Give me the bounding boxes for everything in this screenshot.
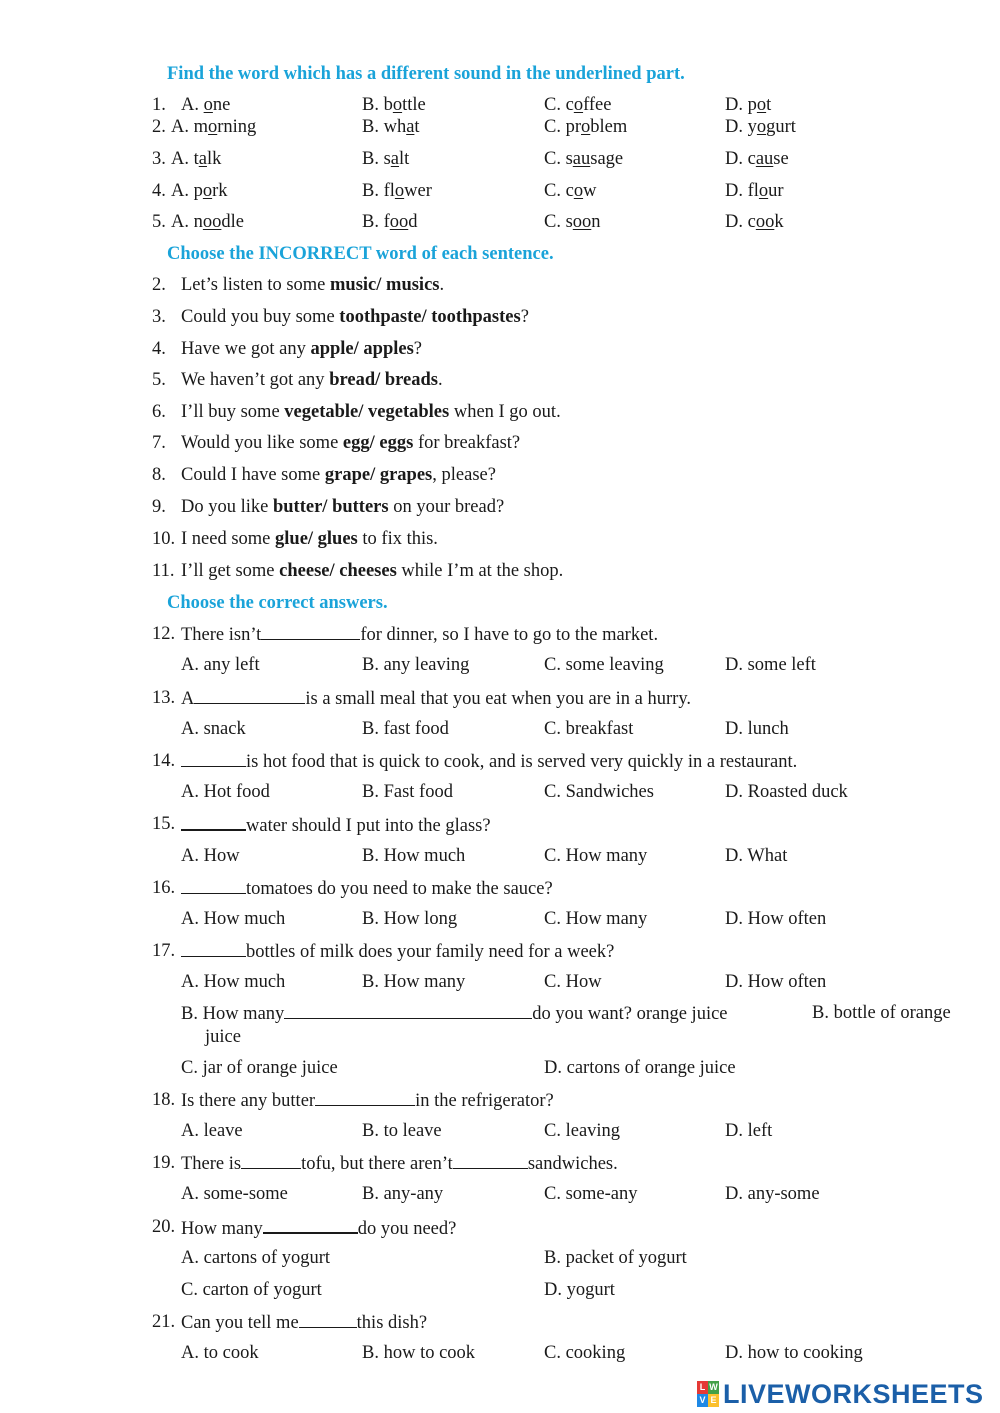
question-number: 19. [152, 1153, 176, 1173]
question-text: do you need? [357, 1219, 457, 1239]
answer-blank[interactable] [181, 877, 246, 894]
option-c[interactable]: C. jar of orange juice [181, 1058, 338, 1078]
question-number: 18. [152, 1090, 176, 1110]
option-b[interactable]: B. flower [362, 181, 432, 201]
option-d[interactable]: D. flour [725, 181, 784, 201]
option-d[interactable]: D. How often [725, 972, 827, 992]
option-b[interactable]: B. fast food [362, 719, 449, 739]
question-number: 4. [152, 181, 166, 201]
option-a[interactable]: A. to cook [181, 1343, 259, 1363]
question-number: 2. [152, 117, 166, 137]
option-c[interactable]: C. coffee [544, 95, 612, 115]
option-a[interactable]: A. snack [181, 719, 246, 739]
question-number: 5. [152, 212, 166, 232]
option-d[interactable]: D. pot [725, 95, 772, 115]
option-c[interactable]: C. How [544, 972, 602, 992]
answer-blank[interactable] [181, 813, 246, 831]
option-d[interactable]: D. how to cooking [725, 1343, 863, 1363]
question-number: 17. [152, 941, 176, 961]
option-b[interactable]: B. Fast food [362, 782, 453, 802]
answer-blank[interactable] [194, 687, 305, 704]
question-number: 2. [152, 275, 166, 295]
question-number: 6. [152, 402, 166, 422]
word-choice[interactable]: cheese/ cheeses [279, 561, 397, 581]
question-number: 5. [152, 370, 166, 390]
question-21 [152, 1311, 428, 1333]
option-d[interactable]: D. yogurt [725, 117, 796, 137]
option-b-continued: juice [205, 1027, 241, 1047]
question-text: do you want? orange juice [532, 1004, 728, 1024]
option-c[interactable]: C. How many [544, 846, 648, 866]
word-choice[interactable]: music/ musics [330, 275, 440, 295]
word-choice[interactable]: glue/ glues [275, 529, 358, 549]
question-number: 14. [152, 751, 176, 771]
answer-blank[interactable] [263, 1216, 358, 1234]
answer-blank[interactable] [181, 940, 246, 957]
option-d[interactable]: D. cook [725, 212, 784, 232]
question-15 [152, 813, 491, 836]
question-text: A [181, 689, 195, 709]
section-heading-incorrect: Choose the INCORRECT word of each sentence. [167, 244, 554, 264]
option-c[interactable]: C. soon [544, 212, 601, 232]
question-number: 15. [152, 814, 176, 834]
question-number: 16. [152, 878, 176, 898]
question-text: is hot food that is quick to cook, and is served very quickly in a restaurant. [246, 752, 798, 772]
option-d[interactable]: D. any-some [725, 1184, 820, 1204]
option-d[interactable]: D. left [725, 1121, 773, 1141]
word-choice[interactable]: grape/ grapes [324, 465, 433, 485]
question-number: 11. [152, 561, 175, 581]
option-b[interactable]: B. bottle [362, 95, 426, 115]
option-a[interactable]: A. cartons of yogurt [181, 1248, 330, 1268]
answer-blank[interactable] [315, 1089, 415, 1106]
question-number: 8. [152, 465, 166, 485]
option-a[interactable]: A. one [181, 95, 231, 115]
question-text: B. How many [181, 1004, 285, 1024]
option-d[interactable]: D. cartons of orange juice [544, 1058, 736, 1078]
question-20 [152, 1216, 457, 1239]
word-choice[interactable]: toothpaste/ toothpastes [339, 307, 521, 327]
question-number: 21. [152, 1312, 176, 1332]
option-b[interactable]: B. How much [362, 846, 466, 866]
option-a[interactable]: A. Hot food [181, 782, 270, 802]
answer-blank[interactable] [241, 1152, 301, 1169]
question-text: tofu, but there aren’t [301, 1154, 453, 1174]
option-a[interactable]: A. noodle [171, 212, 244, 232]
incorrect-question: 3. Could you buy some toothpaste/ toothpastes? [152, 307, 529, 327]
question-text: tomatoes do you need to make the sauce? [246, 879, 553, 899]
question-number: 3. [152, 149, 166, 169]
option-d[interactable]: D. cause [725, 149, 789, 169]
word-choice[interactable]: butter/ butters [272, 497, 389, 517]
question-13 [152, 687, 692, 709]
question-text: How many [181, 1219, 263, 1239]
question-text: Is there any butter [181, 1091, 316, 1111]
incorrect-question: 11. I’ll get some cheese/ cheeses while I’m at the shop. [152, 561, 564, 581]
option-c[interactable]: C. leaving [544, 1121, 621, 1141]
word-choice[interactable]: bread/ breads [329, 370, 438, 390]
question-16 [152, 877, 553, 899]
question-number: 3. [152, 307, 166, 327]
question-number: 7. [152, 433, 166, 453]
option-c[interactable]: C. some-any [544, 1184, 638, 1204]
option-c[interactable]: C. How many [544, 909, 648, 929]
option-a[interactable]: A. some-some [181, 1184, 288, 1204]
liveworksheets-logo-icon: L W V E [697, 1381, 719, 1407]
answer-blank[interactable] [453, 1152, 528, 1169]
option-c[interactable]: C. some leaving [544, 655, 664, 675]
incorrect-question: 10. I need some glue/ glues to fix this. [152, 529, 438, 549]
question-18 [152, 1089, 554, 1111]
option-a[interactable]: A. leave [181, 1121, 243, 1141]
question-text: in the refrigerator? [415, 1091, 554, 1111]
option-a[interactable]: A. pork [171, 181, 228, 201]
option-b[interactable]: B. what [362, 117, 420, 137]
incorrect-question: 6. I’ll buy some vegetable/ vegetables when I go out. [152, 402, 561, 422]
word-choice[interactable]: apple/ apples [310, 339, 414, 359]
question-number: 1. [152, 95, 166, 115]
question-19 [152, 1152, 618, 1174]
option-d[interactable]: D. lunch [725, 719, 789, 739]
question-text: There is [181, 1154, 242, 1174]
question-text: Can you tell me [181, 1313, 299, 1333]
option-c[interactable]: C. breakfast [544, 719, 634, 739]
option-a[interactable]: A. How much [181, 972, 286, 992]
option-d[interactable]: D. some left [725, 655, 816, 675]
incorrect-question: 4. Have we got any apple/ apples? [152, 339, 423, 359]
option-b[interactable]: B. packet of yogurt [544, 1248, 687, 1268]
option-d[interactable]: D. How often [725, 909, 827, 929]
option-c[interactable]: C. sausage [544, 149, 624, 169]
option-b[interactable]: B. bottle of orange [812, 1003, 951, 1023]
question-text: bottles of milk does your family need for a week? [246, 942, 615, 962]
section-heading-correct: Choose the correct answers. [167, 593, 388, 613]
question-number: 12. [152, 624, 176, 644]
incorrect-question: 8. Could I have some grape/ grapes, please? [152, 465, 496, 485]
option-b[interactable]: B. How many [362, 972, 466, 992]
section-heading-pronunciation: Find the word which has a different sound in the underlined part. [167, 64, 685, 84]
option-d[interactable]: D. What [725, 846, 788, 866]
question-text: this dish? [356, 1313, 428, 1333]
answer-blank[interactable] [261, 623, 360, 640]
option-a[interactable]: A. any left [181, 655, 260, 675]
option-c[interactable]: C. cow [544, 181, 597, 201]
option-c[interactable]: C. Sandwiches [544, 782, 654, 802]
option-b[interactable]: B. How long [362, 909, 458, 929]
answer-blank[interactable] [299, 1311, 357, 1328]
question-unnumbered [181, 1002, 728, 1025]
incorrect-question: 5. We haven’t got any bread/ breads. [152, 370, 443, 390]
question-17 [152, 940, 615, 962]
liveworksheets-logo[interactable] [697, 1378, 984, 1410]
option-c[interactable]: C. problem [544, 117, 628, 137]
answer-blank[interactable] [284, 1002, 532, 1019]
option-b[interactable]: B. to leave [362, 1121, 442, 1141]
option-d[interactable]: D. Roasted duck [725, 782, 848, 802]
question-12 [152, 623, 659, 645]
option-d[interactable]: D. yogurt [544, 1280, 615, 1300]
answer-blank[interactable] [181, 750, 246, 767]
question-text: There isn’t [181, 625, 262, 645]
question-number: 13. [152, 688, 176, 708]
option-b[interactable]: B. salt [362, 149, 410, 169]
question-number: 4. [152, 339, 166, 359]
question-text: water should I put into the glass? [246, 816, 491, 836]
option-a[interactable]: A. talk [171, 149, 222, 169]
option-b[interactable]: B. how to cook [362, 1343, 476, 1363]
question-text: for dinner, so I have to go to the market. [360, 625, 659, 645]
question-number: 9. [152, 497, 166, 517]
question-text: sandwiches. [527, 1154, 618, 1174]
option-a[interactable]: A. How much [181, 909, 286, 929]
word-choice[interactable]: egg/ eggs [342, 433, 414, 453]
liveworksheets-logo-text: LIVEWORKSHEETS [723, 1378, 984, 1409]
option-b[interactable]: B. food [362, 212, 418, 232]
incorrect-question: 9. Do you like butter/ butters on your bread? [152, 497, 505, 517]
question-number: 10. [152, 529, 176, 549]
option-a[interactable]: A. How [181, 846, 240, 866]
incorrect-question: 2. Let’s listen to some music/ musics. [152, 275, 445, 295]
option-b[interactable]: B. any-any [362, 1184, 444, 1204]
incorrect-question: 7. Would you like some egg/ eggs for breakfast? [152, 433, 521, 453]
question-text: is a small meal that you eat when you are in a hurry. [305, 689, 692, 709]
option-b[interactable]: B. any leaving [362, 655, 470, 675]
option-c[interactable]: C. carton of yogurt [181, 1280, 322, 1300]
option-a[interactable]: A. morning [171, 117, 257, 137]
question-14 [152, 750, 798, 772]
option-c[interactable]: C. cooking [544, 1343, 626, 1363]
question-number: 20. [152, 1217, 176, 1237]
word-choice[interactable]: vegetable/ vegetables [284, 402, 450, 422]
